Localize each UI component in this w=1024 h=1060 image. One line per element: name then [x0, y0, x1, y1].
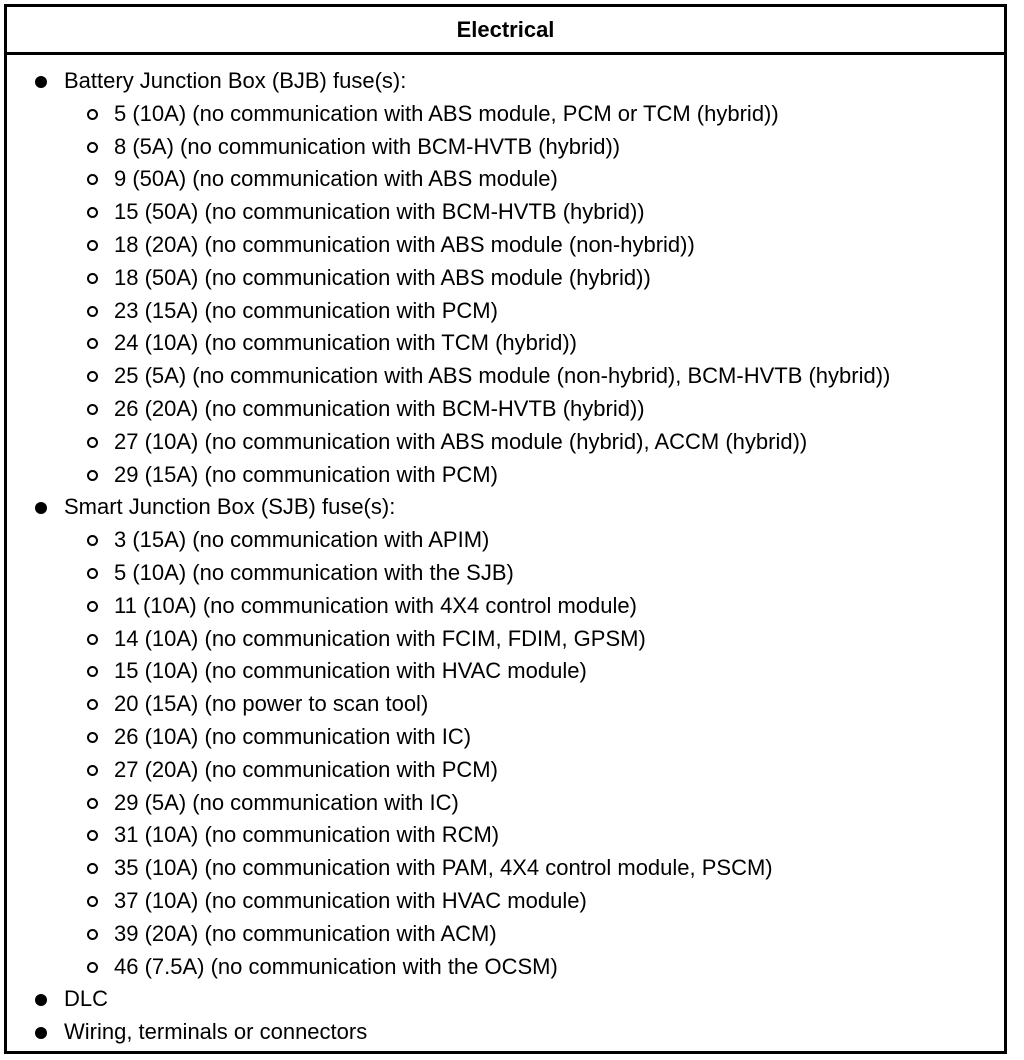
sub-list-item: [7, 327, 1004, 360]
list-item-row: [7, 65, 1004, 98]
sub-list-item-label: 15 (50A) (no communication with BCM-HVTB (hybrid)): [114, 199, 645, 225]
hollow-bullet-icon: [87, 830, 98, 841]
sub-list-item: [7, 262, 1004, 295]
sub-list-item: [7, 524, 1004, 557]
hollow-bullet-icon: [87, 306, 98, 317]
list-item: [7, 983, 1004, 1016]
filled-bullet-icon: [35, 994, 47, 1006]
sub-list: [7, 98, 1004, 492]
sub-list-item: [7, 131, 1004, 164]
hollow-bullet-icon: [87, 437, 98, 448]
hollow-bullet-icon: [87, 798, 98, 809]
hollow-bullet-icon: [87, 634, 98, 645]
table-title: Electrical: [456, 16, 555, 42]
list-item-label: Wiring, terminals or connectors: [64, 1019, 368, 1045]
hollow-bullet-icon: [87, 174, 98, 185]
list-item-row: [7, 491, 1004, 524]
hollow-bullet-icon: [87, 962, 98, 973]
hollow-bullet-icon: [87, 896, 98, 907]
hollow-bullet-icon: [87, 601, 98, 612]
hollow-bullet-icon: [87, 142, 98, 153]
list-item: [7, 491, 1004, 983]
hollow-bullet-icon: [87, 929, 98, 940]
filled-bullet-icon: [35, 76, 47, 88]
sub-list: [7, 524, 1004, 983]
list-item-label: DLC: [64, 986, 109, 1012]
sub-list-item-label: 18 (50A) (no communication with ABS module (hybrid)): [114, 264, 651, 290]
list-item: [7, 65, 1004, 491]
sub-list-item: [7, 951, 1004, 984]
sub-list-item: [7, 196, 1004, 229]
sub-list-item-label: 31 (10A) (no communication with RCM): [114, 822, 500, 848]
sub-list-item: [7, 852, 1004, 885]
hollow-bullet-icon: [87, 240, 98, 251]
sub-list-item-label: 18 (20A) (no communication with ABS module (non-hybrid)): [114, 231, 695, 257]
list-item-label: Smart Junction Box (SJB) fuse(s):: [64, 494, 396, 520]
hollow-bullet-icon: [87, 273, 98, 284]
sub-list-item: [7, 754, 1004, 787]
sub-list-item-label: 20 (15A) (no power to scan tool): [114, 691, 429, 717]
sub-list-item: [7, 426, 1004, 459]
hollow-bullet-icon: [87, 338, 98, 349]
sub-list-item-label: 27 (10A) (no communication with ABS module (hybrid), ACCM (hybrid)): [114, 428, 808, 454]
hollow-bullet-icon: [87, 863, 98, 874]
sub-list-item-label: 26 (20A) (no communication with BCM-HVTB (hybrid)): [114, 395, 645, 421]
sub-list-item-label: 9 (50A) (no communication with ABS module): [114, 166, 558, 192]
sub-list-item: [7, 688, 1004, 721]
sub-list-item: [7, 655, 1004, 688]
hollow-bullet-icon: [87, 666, 98, 677]
sub-list-item: [7, 623, 1004, 656]
filled-bullet-icon: [35, 1027, 47, 1039]
sub-list-item-label: 5 (10A) (no communication with ABS module, PCM or TCM (hybrid)): [114, 100, 779, 126]
sub-list-item-label: 25 (5A) (no communication with ABS module (non-hybrid), BCM-HVTB (hybrid)): [114, 363, 891, 389]
sub-list-item-label: 24 (10A) (no communication with TCM (hybrid)): [114, 330, 577, 356]
sub-list-item: [7, 819, 1004, 852]
hollow-bullet-icon: [87, 699, 98, 710]
sub-list-item-label: 46 (7.5A) (no communication with the OCSM): [114, 953, 558, 979]
sub-list-item-label: 8 (5A) (no communication with BCM-HVTB (hybrid)): [114, 133, 621, 159]
hollow-bullet-icon: [87, 109, 98, 120]
hollow-bullet-icon: [87, 470, 98, 481]
sub-list-item: [7, 787, 1004, 820]
list-item: [7, 1016, 1004, 1049]
sub-list-item: [7, 229, 1004, 262]
hollow-bullet-icon: [87, 207, 98, 218]
electrical-table: [4, 4, 1007, 1054]
hollow-bullet-icon: [87, 732, 98, 743]
sub-list-item: [7, 918, 1004, 951]
filled-bullet-icon: [35, 502, 47, 514]
list-item-row: [7, 983, 1004, 1016]
table-header: [7, 7, 1004, 55]
hollow-bullet-icon: [87, 535, 98, 546]
sub-list-item-label: 3 (15A) (no communication with APIM): [114, 527, 490, 553]
sub-list-item-label: 5 (10A) (no communication with the SJB): [114, 559, 514, 585]
list-item-label: Battery Junction Box (BJB) fuse(s):: [64, 68, 407, 93]
sub-list-item-label: 37 (10A) (no communication with HVAC module): [114, 887, 587, 913]
sub-list-item: [7, 590, 1004, 623]
hollow-bullet-icon: [87, 765, 98, 776]
sub-list-item-label: 23 (15A) (no communication with PCM): [114, 297, 498, 323]
sub-list-item-label: 26 (10A) (no communication with IC): [114, 723, 472, 749]
sub-list-item: [7, 459, 1004, 492]
sub-list-item: [7, 98, 1004, 131]
sub-list-item: [7, 163, 1004, 196]
sub-list-item: [7, 393, 1004, 426]
sub-list-item: [7, 885, 1004, 918]
sub-list-item-label: 29 (5A) (no communication with IC): [114, 789, 459, 815]
sub-list-item-label: 29 (15A) (no communication with PCM): [114, 461, 498, 487]
sub-list-item: [7, 721, 1004, 754]
hollow-bullet-icon: [87, 371, 98, 382]
hollow-bullet-icon: [87, 404, 98, 415]
sub-list-item-label: 14 (10A) (no communication with FCIM, FDIM, GPSM): [114, 625, 646, 651]
sub-list-item-label: 11 (10A) (no communication with 4X4 control module): [114, 592, 637, 618]
list-item-row: [7, 1016, 1004, 1049]
sub-list-item: [7, 557, 1004, 590]
hollow-bullet-icon: [87, 568, 98, 579]
sub-list-item-label: 27 (20A) (no communication with PCM): [114, 756, 498, 782]
sub-list-item: [7, 360, 1004, 393]
checklist: [7, 55, 1004, 1049]
sub-list-item: [7, 295, 1004, 328]
sub-list-item-label: 35 (10A) (no communication with PAM, 4X4 control module, PSCM): [114, 855, 773, 881]
sub-list-item-label: 39 (20A) (no communication with ACM): [114, 920, 497, 946]
sub-list-item-label: 15 (10A) (no communication with HVAC module): [114, 658, 587, 684]
